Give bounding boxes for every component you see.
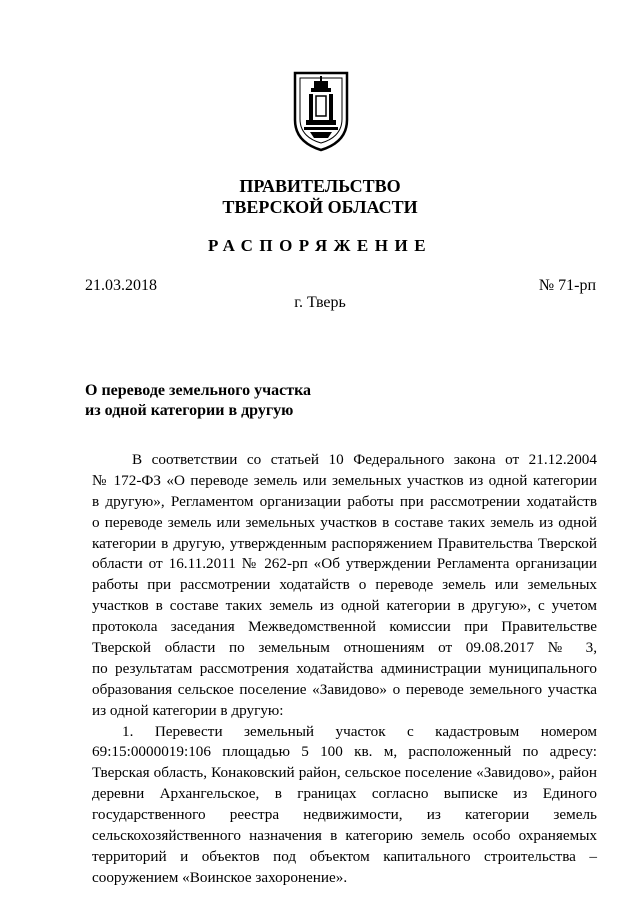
- document-subject: [85, 381, 311, 421]
- body-line: о переводе земель или земельных участков в составе таких земель из одной: [92, 513, 597, 531]
- document-body: [92, 450, 597, 889]
- tver-coat-of-arms-icon: [292, 70, 350, 152]
- body-line: 69:15:0000019:106 площадью 5 100 кв. м, расположенный по адресу:: [92, 743, 597, 761]
- body-line: образования сельское поселение «Завидово» о переводе земельного участка: [92, 680, 597, 698]
- body-line: № 172-ФЗ «О переводе земель или земельных участков из одной категории: [92, 471, 597, 489]
- body-line: Тверская область, Конаковский район, сельское поселение «Завидово», район: [92, 764, 597, 782]
- body-line: сооружением «Воинское захоронение».: [92, 868, 348, 886]
- body-line: по результатам рассмотрения ходатайства администрации муниципального: [92, 659, 597, 677]
- document-date: 21.03.2018: [85, 277, 157, 294]
- body-line: В соответствии со статьей 10 Федерального закона от 21.12.2004: [132, 451, 597, 468]
- subject-line: из одной категории в другую: [85, 402, 294, 419]
- body-line: области от 16.11.2011 № 262-рп «Об утверждении Регламента организации: [92, 555, 597, 573]
- document-type-title: РАСПОРЯЖЕНИЕ: [207, 236, 433, 255]
- body-line: государственного реестра недвижимости, из категории земель: [92, 806, 597, 824]
- body-line: деревни Архангельское, в границах согласно выписке из Единого: [92, 785, 597, 803]
- body-line: 1. Перевести земельный участок с кадастровым номером: [122, 722, 597, 740]
- body-line: протокола заседания Межведомственной комиссии при Правительстве: [92, 618, 597, 636]
- government-name-line2: ТВЕРСКОЙ ОБЛАСТИ: [222, 197, 418, 217]
- document-number: № 71-рп: [538, 277, 596, 294]
- body-line: из одной категории в другую:: [92, 701, 284, 719]
- document-city: г. Тверь: [294, 294, 346, 311]
- government-name-line1: ПРАВИТЕЛЬСТВО: [239, 176, 401, 196]
- body-line: территорий и объектов под объектом капитального строительства –: [92, 847, 597, 865]
- body-line: сельскохозяйственного назначения в категорию земель особо охраняемых: [92, 827, 597, 845]
- body-line: участков в составе таких земель из одной категории в другую», с учетом: [92, 597, 597, 615]
- body-line: в другую», Регламентом организации работы при рассмотрении ходатайств: [92, 492, 597, 510]
- subject-line: О переводе земельного участка: [85, 382, 312, 399]
- body-line: работы при рассмотрении ходатайств о переводе земель или земельных: [92, 576, 597, 594]
- body-line: категории в другую, утвержденным распоряжением Правительства Тверской: [92, 534, 597, 552]
- body-line: Тверской области по земельным отношениям от 09.08.2017 № 3,: [92, 639, 597, 657]
